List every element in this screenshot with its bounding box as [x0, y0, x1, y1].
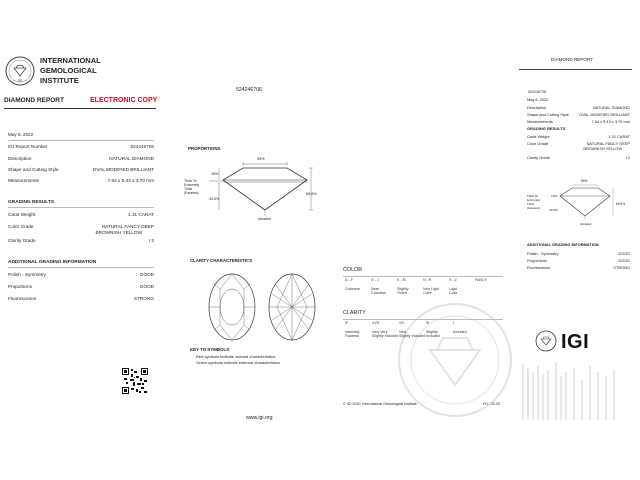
institute-name-line3: INSTITUTE	[40, 76, 79, 85]
field-description	[8, 156, 154, 163]
key-symbols-line2: Green symbols indicate external characteristics.	[196, 360, 281, 365]
field-label: Description	[8, 156, 32, 161]
field-label: Polish - Symmetry	[8, 272, 47, 277]
clarity-scale-grade: VVS	[372, 321, 380, 325]
girdle-label-2: Extremely	[184, 183, 200, 187]
color-scale-desc: Colorless	[345, 287, 360, 291]
proportions-title: PROPORTIONS	[188, 146, 221, 151]
field-value: NATURAL FANCY DEEP	[101, 224, 154, 229]
field-label: Clarity Grade	[527, 155, 550, 160]
color-scale-desc: Near	[371, 287, 379, 291]
field-value: 7.64 x 5.43 x 3.79 mm	[107, 178, 154, 183]
field-label: Shape and Cutting Style	[8, 167, 59, 172]
clarity-scale-desc: Slightly Included	[372, 334, 399, 339]
field-value: 1.31 CARAT	[608, 134, 630, 139]
footer-copyright: © IGI 2020, International Gemological Institute	[343, 402, 417, 406]
right-igi-seal	[535, 330, 557, 352]
field-label: Shape and Cutting Style	[527, 112, 569, 117]
field-label: Fluorescence	[8, 296, 37, 301]
depth-percent: 69.8%	[306, 192, 317, 196]
polish-symmetry-row	[8, 272, 154, 279]
right-girdle-3: Thick	[527, 202, 535, 206]
clarity-scale-desc: Included	[426, 334, 440, 339]
field-value: GOOD	[139, 284, 154, 289]
right-girdle-4: (Faceted)	[527, 206, 540, 210]
key-symbols-line1: Red symbols indicate internal characteristics.	[196, 354, 277, 359]
right-card-title: DIAMOND REPORT	[551, 57, 594, 62]
clarity-scale-desc: Included	[453, 330, 467, 334]
footer-form-code: FD - 10.20	[483, 402, 500, 406]
field-label: Measurements	[527, 119, 553, 124]
color-grade-row	[8, 224, 154, 236]
field-value: STRONG	[133, 296, 154, 301]
field-value: NATURAL FANCY DEEP	[586, 141, 630, 146]
crown-percent: 16%	[211, 172, 219, 176]
right-igi-brand: IGI	[561, 331, 590, 353]
color-scale-desc: Light	[449, 287, 457, 291]
fluorescence-row	[8, 296, 154, 303]
color-scale-rule	[343, 276, 503, 277]
color-scale-grade: N - R	[423, 278, 432, 282]
color-scale-desc: Colorless	[371, 291, 386, 296]
field-value: NATURAL DIAMOND	[592, 105, 630, 110]
field-shape	[8, 167, 154, 174]
field-value: 524246706	[130, 144, 154, 149]
right-card-rule	[519, 69, 632, 70]
divider	[8, 267, 154, 268]
clarity-scale-grade: IF	[345, 321, 349, 325]
divider	[8, 207, 154, 208]
right-clarity-row	[527, 155, 630, 161]
right-culet-label: Abraded	[580, 222, 592, 226]
clarity-scale-desc: Slightly	[426, 330, 438, 334]
clarity-scale-title: CLARITY	[343, 310, 366, 316]
clarity-scale-desc: Flawless	[345, 334, 359, 339]
right-proportions-diagram	[550, 179, 620, 226]
field-label: Color Grade	[8, 224, 34, 229]
culet-label: Abraded	[258, 217, 271, 221]
field-value: NATURAL DIAMOND	[109, 156, 154, 161]
additional-info-title: ADDITIONAL GRADING INFORMATION	[8, 260, 97, 265]
right-table-percent: 59%	[581, 179, 588, 183]
field-label: Measurements	[8, 178, 40, 183]
color-scale-grade: S - Z	[449, 278, 457, 282]
field-measurements	[8, 178, 154, 185]
right-measurements-row	[527, 119, 630, 125]
field-label: Carat Weight	[527, 134, 550, 139]
right-color-row	[527, 141, 630, 152]
field-value: 7.64 x 5.43 x 3.79 mm	[591, 119, 630, 124]
field-value: GOOD	[139, 272, 154, 277]
color-scale-desc: Slightly	[397, 287, 409, 291]
grading-results-title: GRADING RESULTS	[8, 200, 55, 205]
color-scale-desc: Very Light	[423, 287, 439, 291]
field-label: Clarity Grade	[8, 238, 36, 243]
clarity-scale-desc: Internally	[345, 330, 360, 334]
pavilion-percent: 33.5%	[209, 197, 220, 201]
right-crown-percent: 16%	[551, 194, 558, 198]
field-value: 1.31 CARAT	[128, 212, 154, 217]
right-card-number: 524246706	[528, 90, 546, 94]
header-rule	[4, 108, 156, 109]
right-shape-row	[527, 112, 630, 118]
field-value: OVAL MODIFIED BRILLIANT	[92, 167, 154, 172]
clarity-scale-rule	[343, 319, 503, 320]
clarity-scale-desc: Very Very	[372, 330, 388, 334]
right-card-date: May 6, 2022	[527, 97, 549, 102]
field-label: IGI Report Number	[8, 144, 48, 149]
color-scale-desc: Color	[423, 291, 432, 296]
field-value-2: BROWNISH YELLOW	[583, 146, 622, 151]
field-value: I 2	[625, 155, 630, 160]
carat-weight-row	[8, 212, 154, 219]
field-value: OVAL MODIFIED BRILLIANT	[579, 112, 630, 117]
girdle-label-1: Thick To	[184, 179, 197, 183]
right-girdle-2: Extremely	[527, 198, 541, 202]
right-carat-row	[527, 134, 630, 140]
table-percent: 59%	[257, 157, 265, 161]
website-link[interactable]: www.igi.org	[246, 415, 273, 421]
right-description-row	[527, 105, 630, 111]
clarity-plot-crown	[207, 272, 257, 342]
clarity-scale-grade: SI	[426, 321, 430, 325]
clarity-plot-pavilion	[267, 272, 317, 342]
right-grading-title: GRADING RESULTS	[527, 126, 566, 131]
institute-name-line1: INTERNATIONAL	[40, 56, 101, 65]
qr-code[interactable]	[122, 368, 148, 394]
color-scale-grade: D - F	[345, 278, 353, 282]
logo-monogram: IGI	[17, 78, 23, 83]
center-report-number: 524246706	[236, 87, 262, 93]
field-value: GOOD	[618, 258, 630, 263]
clarity-characteristics-title: CLARITY CHARACTERISTICS	[190, 258, 253, 263]
field-value: I 2	[148, 238, 154, 243]
proportions-row	[8, 284, 154, 291]
field-report-number	[8, 144, 154, 151]
color-scale-desc: Color	[449, 291, 458, 296]
right-depth-percent: 69.8%	[616, 202, 626, 206]
electronic-copy-label: ELECTRONIC COPY	[90, 97, 158, 104]
right-rotated-details	[520, 362, 630, 424]
right-girdle-1: Thick To	[527, 194, 539, 198]
color-scale-title: COLOR	[343, 267, 363, 273]
field-label: Carat Weight	[8, 212, 36, 217]
report-date: May 6, 2022	[8, 132, 34, 137]
clarity-scale-grade: VS	[399, 321, 404, 325]
field-value-2: BROWNISH YELLOW	[95, 230, 142, 235]
field-label: Polish - Symmetry	[527, 251, 559, 256]
field-label: Color Grade	[527, 141, 549, 146]
color-scale-grade: FANCY	[475, 278, 487, 282]
color-scale-desc: Tinted	[397, 291, 407, 296]
right-polish-row	[527, 251, 630, 257]
field-label: Fluorescence	[527, 265, 551, 270]
key-to-symbols-title: KEY TO SYMBOLS	[190, 347, 230, 352]
color-scale-grade: G - J	[371, 278, 379, 282]
field-label: Proportions	[8, 284, 32, 289]
field-value: STRONG	[613, 265, 630, 270]
right-additional-title: ADDITIONAL GRADING INFORMATION	[527, 242, 599, 247]
report-title: DIAMOND REPORT	[4, 97, 64, 104]
institute-name-line2: GEMOLOGICAL	[40, 66, 97, 75]
girdle-label-3: Thick	[184, 187, 193, 191]
girdle-label-4: (Faceted)	[184, 191, 199, 195]
clarity-scale-grade: I	[453, 321, 454, 325]
color-scale-grade: K - M	[397, 278, 406, 282]
right-fluorescence-row	[527, 265, 630, 271]
right-proportions-row	[527, 258, 630, 264]
field-label: Proportions	[527, 258, 547, 263]
field-value: GOOD	[618, 251, 630, 256]
clarity-scale-desc: Slightly Included	[399, 334, 426, 339]
igi-seal-logo	[5, 56, 35, 86]
right-pavilion-percent: 33.5%	[549, 208, 558, 212]
field-label: Description	[527, 105, 547, 110]
clarity-scale-desc: Very	[399, 330, 407, 334]
clarity-grade-row	[8, 238, 154, 245]
divider	[8, 140, 154, 141]
